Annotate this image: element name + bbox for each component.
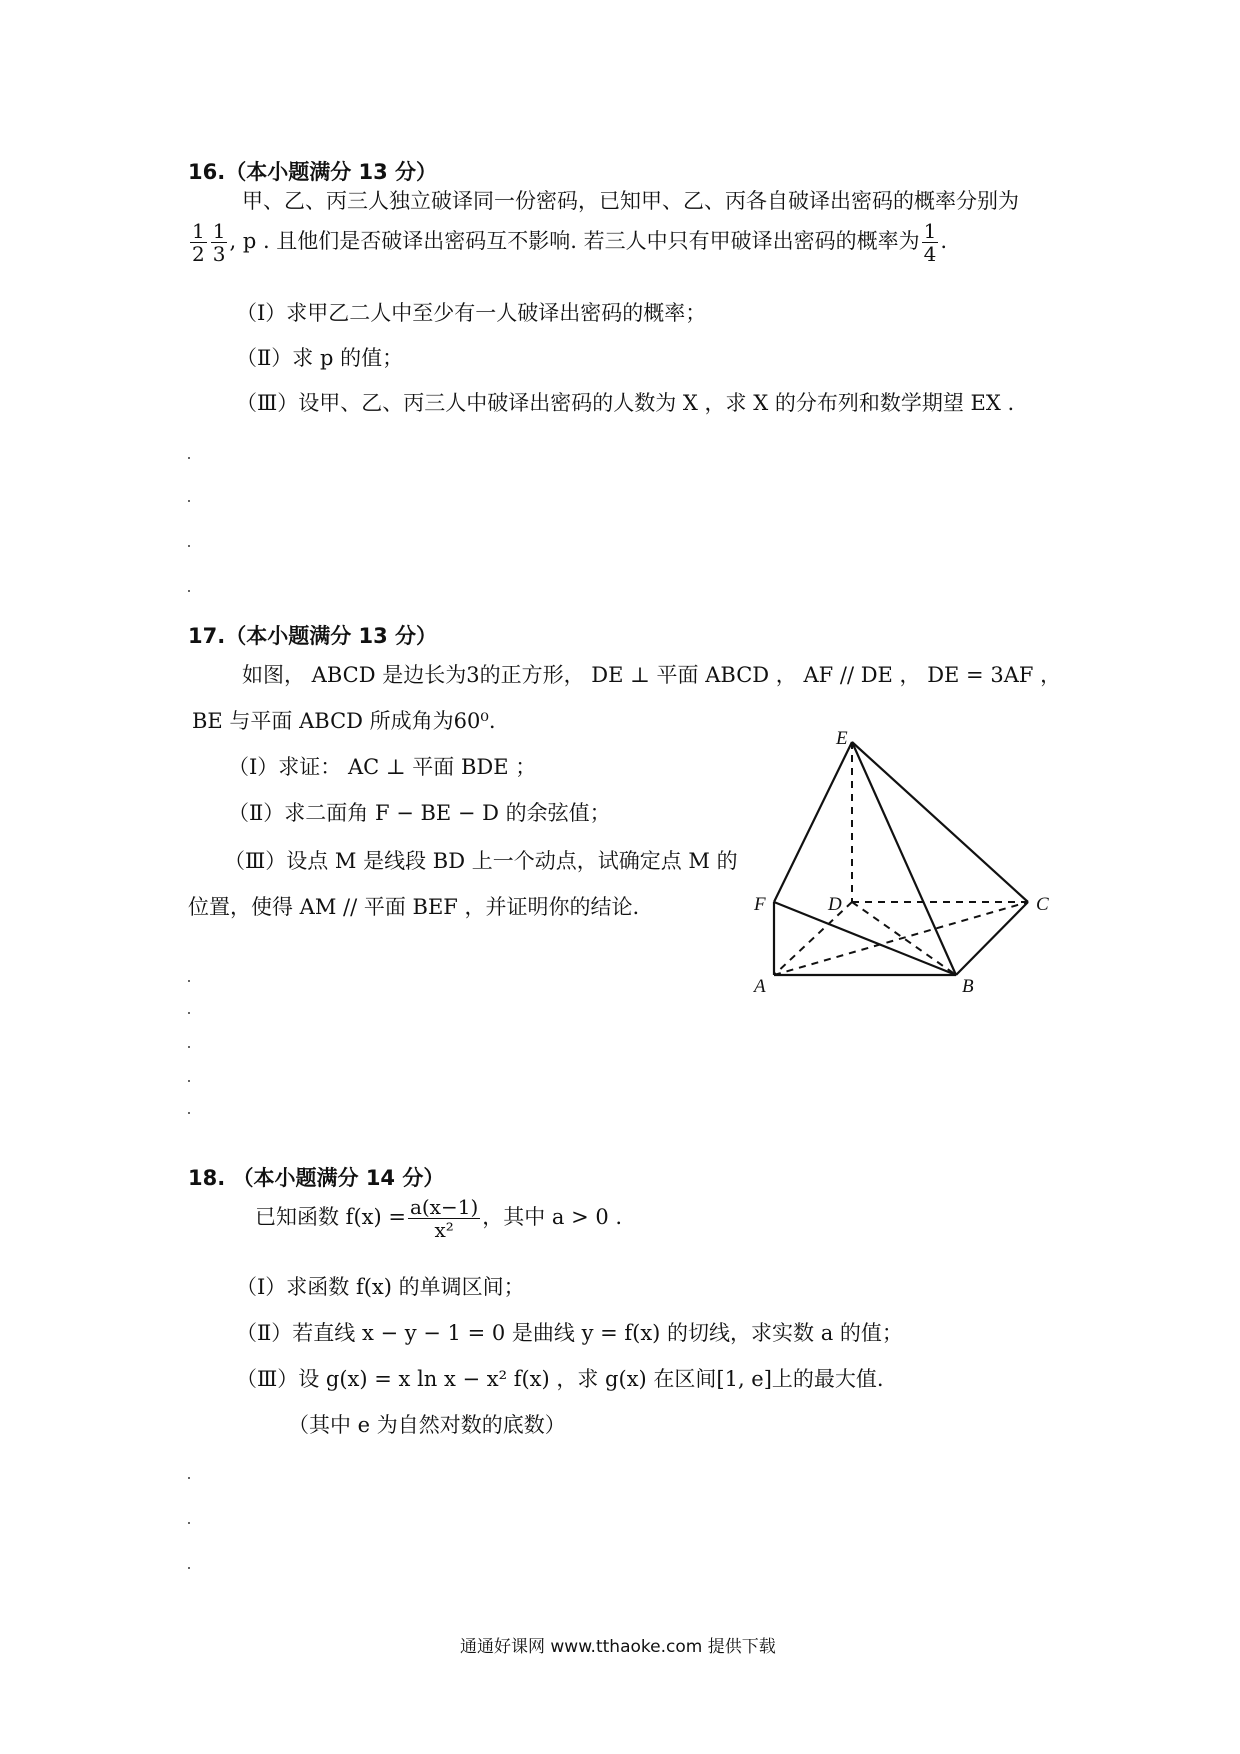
label-B: B [962, 976, 974, 997]
edge-EF [774, 742, 852, 902]
pyramid-figure [740, 720, 1070, 1000]
q18-part-3: （Ⅲ）设 g(x) = x ln x − x² f(x) ，求 g(x) 在区间[1, e]上的最大值. [236, 1367, 884, 1391]
scan-mark [188, 590, 190, 592]
fraction-one-half: $\frac{1}{2}$ [192, 219, 205, 266]
q18-part-1: （Ⅰ）求函数 f(x) 的单调区间； [236, 1275, 525, 1299]
q16-part-3: （Ⅲ）设甲、乙、丙三人中破译出密码的人数为 X ，求 X 的分布列和数学期望 EX . [236, 391, 1015, 415]
fraction-one-quarter: $\frac{1}{4}$ [923, 219, 937, 266]
q18-given-suffix: ，其中 a > 0 . [482, 1205, 623, 1229]
scan-mark [188, 1012, 190, 1014]
q17-part-3a: （Ⅲ）设点 M 是线段 BD 上一个动点，试确定点 M 的 [224, 849, 738, 873]
scan-mark [188, 1522, 190, 1524]
q18-heading: 18. （本小题满分 14 分） [188, 1166, 445, 1190]
scan-mark [188, 1112, 190, 1114]
scan-mark [188, 545, 190, 547]
label-F: F [754, 894, 766, 915]
q16-part-2: （Ⅱ）求 p 的值； [236, 346, 404, 370]
q18-given [255, 1196, 622, 1241]
q16-condition-line [188, 220, 947, 265]
edge-EC [852, 742, 1028, 902]
q17-part-1: （Ⅰ）求证： AC ⊥ 平面 BDE ； [228, 755, 537, 779]
q17-part-3b: 位置，使得 AM // 平面 BEF ，并证明你的结论. [188, 895, 640, 919]
label-C: C [1036, 894, 1049, 915]
page-footer: 通通好课网 www.tthaoke.com 提供下载 [460, 1637, 776, 1657]
q17-line-1: 如图， ABCD 是边长为3的正方形， DE ⊥ 平面 ABCD ， AF // DE ， DE = 3AF ， [242, 663, 1062, 687]
q16-condition-text: , p . 且他们是否破译出密码互不影响. 若三人中只有甲破译出密码的概率为 [229, 229, 920, 253]
q18-given-prefix: 已知函数 f(x) = [255, 1205, 406, 1229]
q17-line-2: BE 与平面 ABCD 所成角为60⁰. [192, 709, 496, 733]
label-A: A [754, 976, 766, 997]
q18-function-fraction: $\frac{a(x-1)}{\text{x²}}$ [409, 1195, 479, 1242]
scan-mark [188, 1080, 190, 1082]
scan-mark [188, 1567, 190, 1569]
q17-part-2: （Ⅱ）求二面角 F − BE − D 的余弦值； [228, 801, 611, 825]
scan-mark [188, 1046, 190, 1048]
q18-part-2: （Ⅱ）若直线 x − y − 1 = 0 是曲线 y = f(x) 的切线，求实数 a 的值； [236, 1321, 903, 1345]
fraction-one-third: $\frac{1}{3}$ [212, 219, 226, 266]
q16-part-1: （Ⅰ）求甲乙二人中至少有一人破译出密码的概率； [236, 301, 707, 325]
q18-note: （其中 e 为自然对数的底数） [288, 1413, 566, 1437]
q17-heading: 17.（本小题满分 13 分） [188, 624, 438, 648]
label-D: D [828, 894, 842, 915]
scan-mark [188, 1477, 190, 1479]
scan-mark [188, 500, 190, 502]
scan-mark [188, 980, 190, 982]
q16-intro: 甲、乙、丙三人独立破译同一份密码，已知甲、乙、丙各自破译出密码的概率分别为 [242, 189, 1019, 213]
label-E: E [836, 728, 848, 749]
scan-mark [188, 457, 190, 459]
q16-condition-end: . [940, 229, 948, 253]
q16-heading: 16.（本小题满分 13 分） [188, 160, 438, 184]
